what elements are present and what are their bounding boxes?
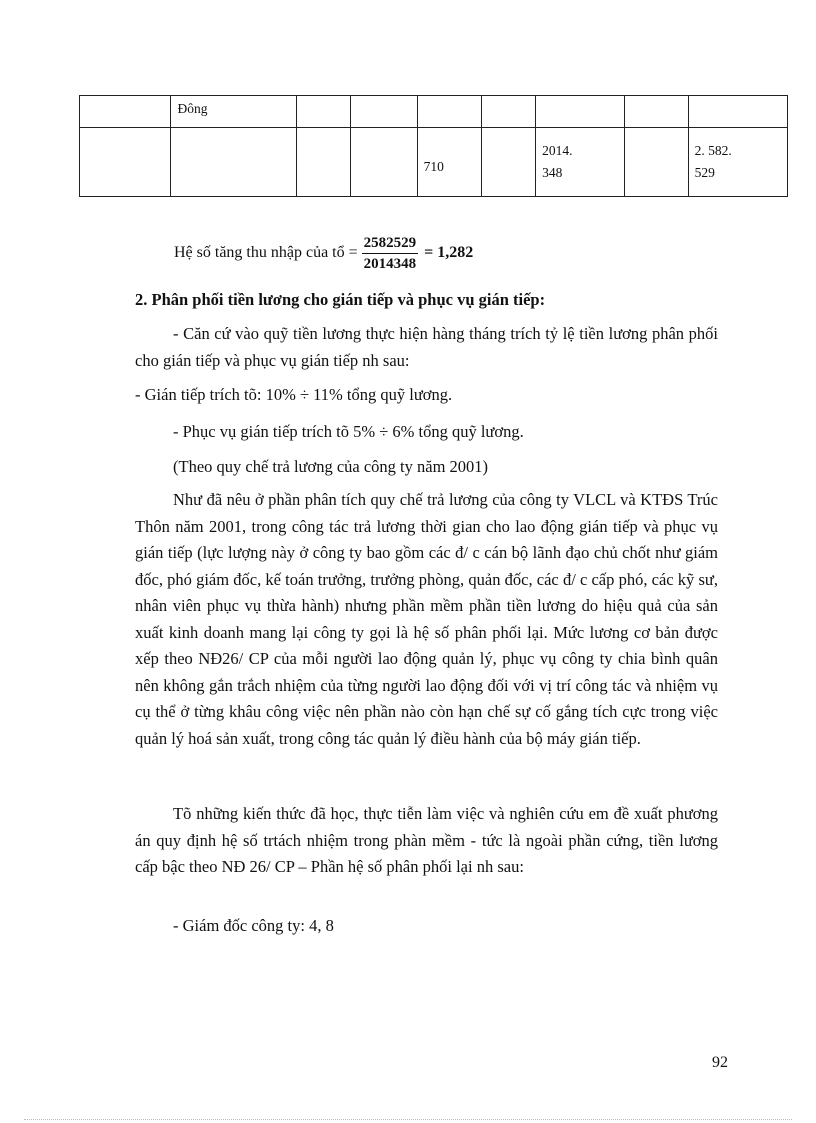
table-cell: [80, 96, 171, 128]
income-ratio-formula: [174, 230, 473, 276]
table-cell: [481, 96, 535, 128]
table-cell: Đông: [171, 96, 296, 128]
table-cell: [296, 128, 350, 197]
paragraph: Như đã nêu ở phần phân tích quy chế trả lương của công ty VLCL và KTĐS Trúc Thôn năm 2001, trong công tác trả lương thời gian cho lao động gián tiếp và phục vụ gián tiếp (lực lượng này ở công ty bao gồm các đ/ c cán bộ lãnh đạo chủ chốt như giám đốc, phó giám đốc, kế toán trưởng, trưởng phòng, quản đốc, các đ/ c cấp phó, các kỹ sư, nhân viên phục vụ thừa hành) nhưng phần mềm phần tiền lương do hiệu quả của sản xuất kinh doanh mang lại công ty gọi là hệ số phân phối lại. Mức lương cơ bản được xếp theo NĐ26/ CP của mỗi người lao động quản lý, phục vụ công ty chia bình quân nên không gắn trắch nhiệm của từng người lao động đối với vị trí công tác và nhiệm vụ cụ thể ở từng khâu công việc nên phần nào còn hạn chế sự cố gắng tích cực trong việc quản lý hoá sản xuất, trong công tác quản lý điều hành của bộ máy gián tiếp.: [135, 490, 718, 748]
table-cell: [625, 128, 688, 197]
table-cell: [536, 96, 625, 128]
table-cell: [350, 128, 417, 197]
table-cell: 2. 582. 529: [688, 128, 787, 197]
table-cell: [688, 96, 787, 128]
paragraph: - Gián tiếp trích tõ: 10% ÷ 11% tổng quỹ lương.: [135, 385, 453, 404]
salary-table: [79, 95, 788, 197]
paragraph: - Căn cứ vào quỹ tiền lương thực hiện hàng tháng trích tỷ lệ tiền lương phân phối cho gián tiếp và phục vụ gián tiếp nh sau:: [135, 324, 718, 370]
table-cell: [350, 96, 417, 128]
formula-fraction: [362, 233, 419, 274]
table-cell: [80, 128, 171, 197]
formula-lead: Hệ số tăng thu nhập của tổ =: [174, 244, 358, 261]
table-cell: [296, 96, 350, 128]
formula-denominator: 2014348: [363, 255, 417, 272]
table-cell: 2014. 348: [536, 128, 625, 197]
table-row: [80, 96, 788, 128]
table-row: [80, 128, 788, 197]
page-number: 92: [712, 1054, 728, 1071]
paragraph: - Phục vụ gián tiếp trích tõ 5% ÷ 6% tổng quỹ lương.: [173, 422, 524, 441]
paragraph: - Giám đốc công ty: 4, 8: [173, 916, 334, 935]
formula-numerator: 2582529: [362, 233, 419, 254]
paragraph: (Theo quy chế trả lương của công ty năm 2001): [173, 457, 489, 476]
section-heading: 2. Phân phối tiền lương cho gián tiếp và phục vụ gián tiếp:: [135, 290, 546, 309]
table-cell: [417, 96, 481, 128]
page-bottom-divider: [24, 1119, 792, 1120]
table-cell: [625, 96, 688, 128]
table-cell: 710: [417, 128, 481, 197]
table-cell: [171, 128, 296, 197]
formula-result: = 1,282: [424, 244, 474, 261]
paragraph: Tõ những kiến thức đã học, thực tiễn làm việc và nghiên cứu em đề xuất phương án quy định hệ số trtách nhiệm trong phàn mềm - tức là ngoài phần cứng, tiền lương cấp bậc theo NĐ 26/ CP – Phần hệ số phân phối lại nh sau:: [135, 804, 718, 876]
table-cell: [481, 128, 535, 197]
